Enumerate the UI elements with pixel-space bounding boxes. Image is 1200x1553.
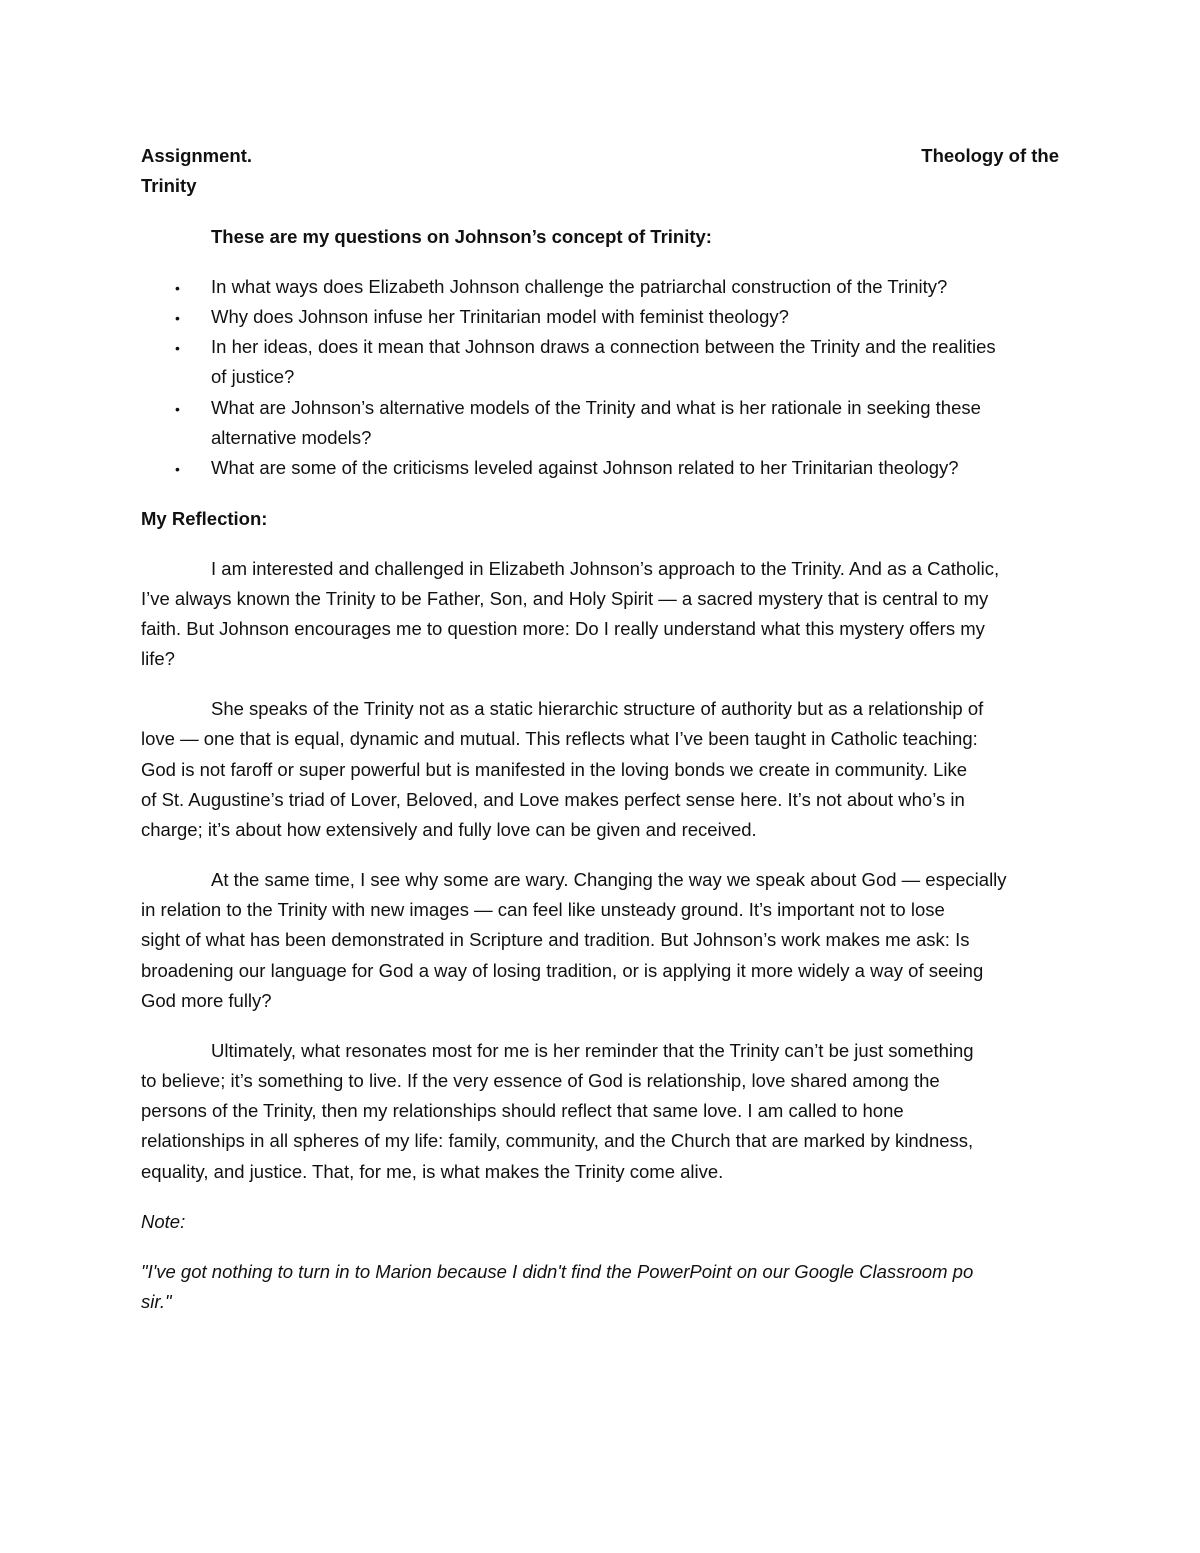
paragraph-line: charge; it’s about how extensively and fully love can be given and received. <box>141 819 757 840</box>
note-line: "I've got nothing to turn in to Marion because I didn't find the PowerPoint on our Google Classroom po <box>141 1261 974 1282</box>
question-item: Why does Johnson infuse her Trinitarian model with feminist theology? <box>211 306 789 327</box>
paragraph-line: I am interested and challenged in Elizabeth Johnson’s approach to the Trinity. And as a Catholic, <box>211 558 1000 579</box>
questions-intro: These are my questions on Johnson’s concept of Trinity: <box>211 226 712 247</box>
paragraph-line: Ultimately, what resonates most for me is her reminder that the Trinity can’t be just something <box>211 1040 974 1061</box>
paragraph-line: God is not faroff or super powerful but is manifested in the loving bonds we create in community. Like <box>141 759 968 780</box>
reflection-heading: My Reflection: <box>141 508 268 529</box>
paragraph-line: relationships in all spheres of my life: family, community, and the Church that are marked by kindness, <box>141 1130 974 1151</box>
paragraph-line: love — one that is equal, dynamic and mutual. This reflects what I’ve been taught in Catholic teaching: <box>141 728 978 749</box>
question-item: In what ways does Elizabeth Johnson challenge the patriarchal construction of the Trinity? <box>211 276 948 297</box>
paragraph-line: I’ve always known the Trinity to be Father, Son, and Holy Spirit — a sacred mystery that is central to my <box>141 588 989 609</box>
note-line: sir." <box>141 1291 172 1312</box>
paragraph-line: faith. But Johnson encourages me to question more: Do I really understand what this mystery offers my <box>141 618 985 639</box>
bullet-icon: • <box>175 461 180 477</box>
bullet-icon: • <box>175 280 180 296</box>
paragraph-line: At the same time, I see why some are wary. Changing the way we speak about God — especially <box>211 869 1007 890</box>
bullet-icon: • <box>175 340 180 356</box>
paragraph-line: broadening our language for God a way of losing tradition, or is applying it more widely a way of seeing <box>141 960 984 981</box>
assignment-title: Assignment. <box>141 145 253 166</box>
course-title: Theology of the <box>921 145 1059 166</box>
question-item: What are some of the criticisms leveled against Johnson related to her Trinitarian theology? <box>211 457 959 478</box>
question-item: What are Johnson’s alternative models of the Trinity and what is her rationale in seeking these <box>211 397 981 418</box>
paragraph-line: She speaks of the Trinity not as a static hierarchic structure of authority but as a relationship of <box>211 698 984 719</box>
paragraph-line: sight of what has been demonstrated in Scripture and tradition. But Johnson’s work makes me ask: Is <box>141 929 970 950</box>
question-item-continued: alternative models? <box>211 427 372 448</box>
paragraph-line: in relation to the Trinity with new images — can feel like unsteady ground. It’s important not to lose <box>141 899 945 920</box>
paragraph-line: of St. Augustine’s triad of Lover, Beloved, and Love makes perfect sense here. It’s not about who’s in <box>141 789 965 810</box>
paragraph-line: persons of the Trinity, then my relationships should reflect that same love. I am called to hone <box>141 1100 904 1121</box>
paragraph-line: life? <box>141 648 175 669</box>
paragraph-line: equality, and justice. That, for me, is what makes the Trinity come alive. <box>141 1161 724 1182</box>
paragraph-line: to believe; it’s something to live. If the very essence of God is relationship, love shared among the <box>141 1070 940 1091</box>
question-item-continued: of justice? <box>211 366 295 387</box>
bullet-icon: • <box>175 310 180 326</box>
question-item: In her ideas, does it mean that Johnson draws a connection between the Trinity and the realities <box>211 336 996 357</box>
course-title-continued: Trinity <box>141 175 197 196</box>
bullet-icon: • <box>175 401 180 417</box>
paragraph-line: God more fully? <box>141 990 272 1011</box>
note-label: Note: <box>141 1211 186 1232</box>
